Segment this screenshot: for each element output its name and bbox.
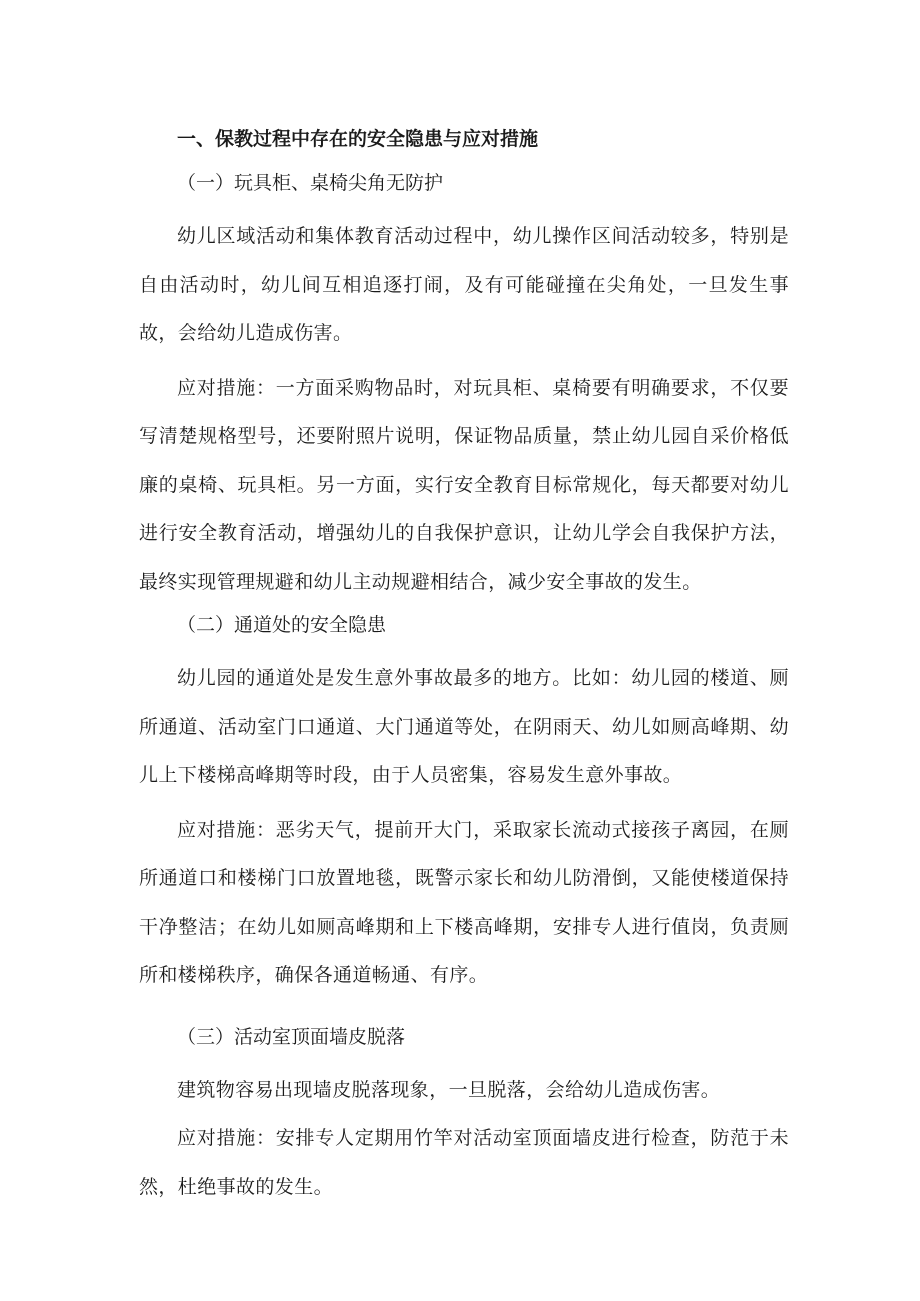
paragraph-3-2: 应对措施：安排专人定期用竹竿对活动室顶面墙皮进行检查，防范于未然，杜绝事故的发生。	[139, 1127, 789, 1198]
paragraph-2-2: 应对措施：恶劣天气，提前开大门，采取家长流动式接孩子离园，在厕所通道口和楼梯门口放置地毯，既警示家长和幼儿防滑倒，又能使楼道保持干净整洁；在幼儿如厕高峰期和上下楼高峰期，安排专人进行值岗，负责厕所和楼梯秩序，确保各通道畅通、有序。	[139, 818, 789, 986]
subsection-heading-3: （三）活动室顶面墙皮脱落	[177, 1025, 406, 1048]
paragraph-1-1: 幼儿区域活动和集体教育活动过程中，幼儿操作区间活动较多，特别是自由活动时，幼儿间互相追逐打闹，及有可能碰撞在尖角处，一旦发生事故，会给幼儿造成伤害。	[139, 225, 789, 344]
section-title: 一、保教过程中存在的安全隐患与应对措施	[177, 128, 539, 150]
subsection-heading-2: （二）通道处的安全隐患	[177, 614, 387, 636]
subsection-heading-1: （一）玩具柜、桌椅尖角无防护	[177, 172, 444, 194]
paragraph-3-1: 建筑物容易出现墙皮脱落现象，一旦脱落，会给幼儿造成伤害。	[177, 1078, 721, 1101]
document-body	[139, 120, 789, 1211]
paragraph-2-1: 幼儿园的通道处是发生意外事故最多的地方。比如：幼儿园的楼道、厕所通道、活动室门口通道、大门通道等处，在阴雨天、幼儿如厕高峰期、幼儿上下楼梯高峰期等时段，由于人员密集，容易发生意外事故。	[139, 667, 789, 786]
paragraph-1-2: 应对措施：一方面采购物品时，对玩具柜、桌椅要有明确要求，不仅要写清楚规格型号，还要附照片说明，保证物品质量，禁止幼儿园自采价格低廉的桌椅、玩具柜。另一方面，实行安全教育目标常规化，每天都要对幼儿进行安全教育活动，增强幼儿的自我保护意识，让幼儿学会自我保护方法，最终实现管理规避和幼儿主动规避相结合，减少安全事故的发生。	[139, 376, 789, 593]
